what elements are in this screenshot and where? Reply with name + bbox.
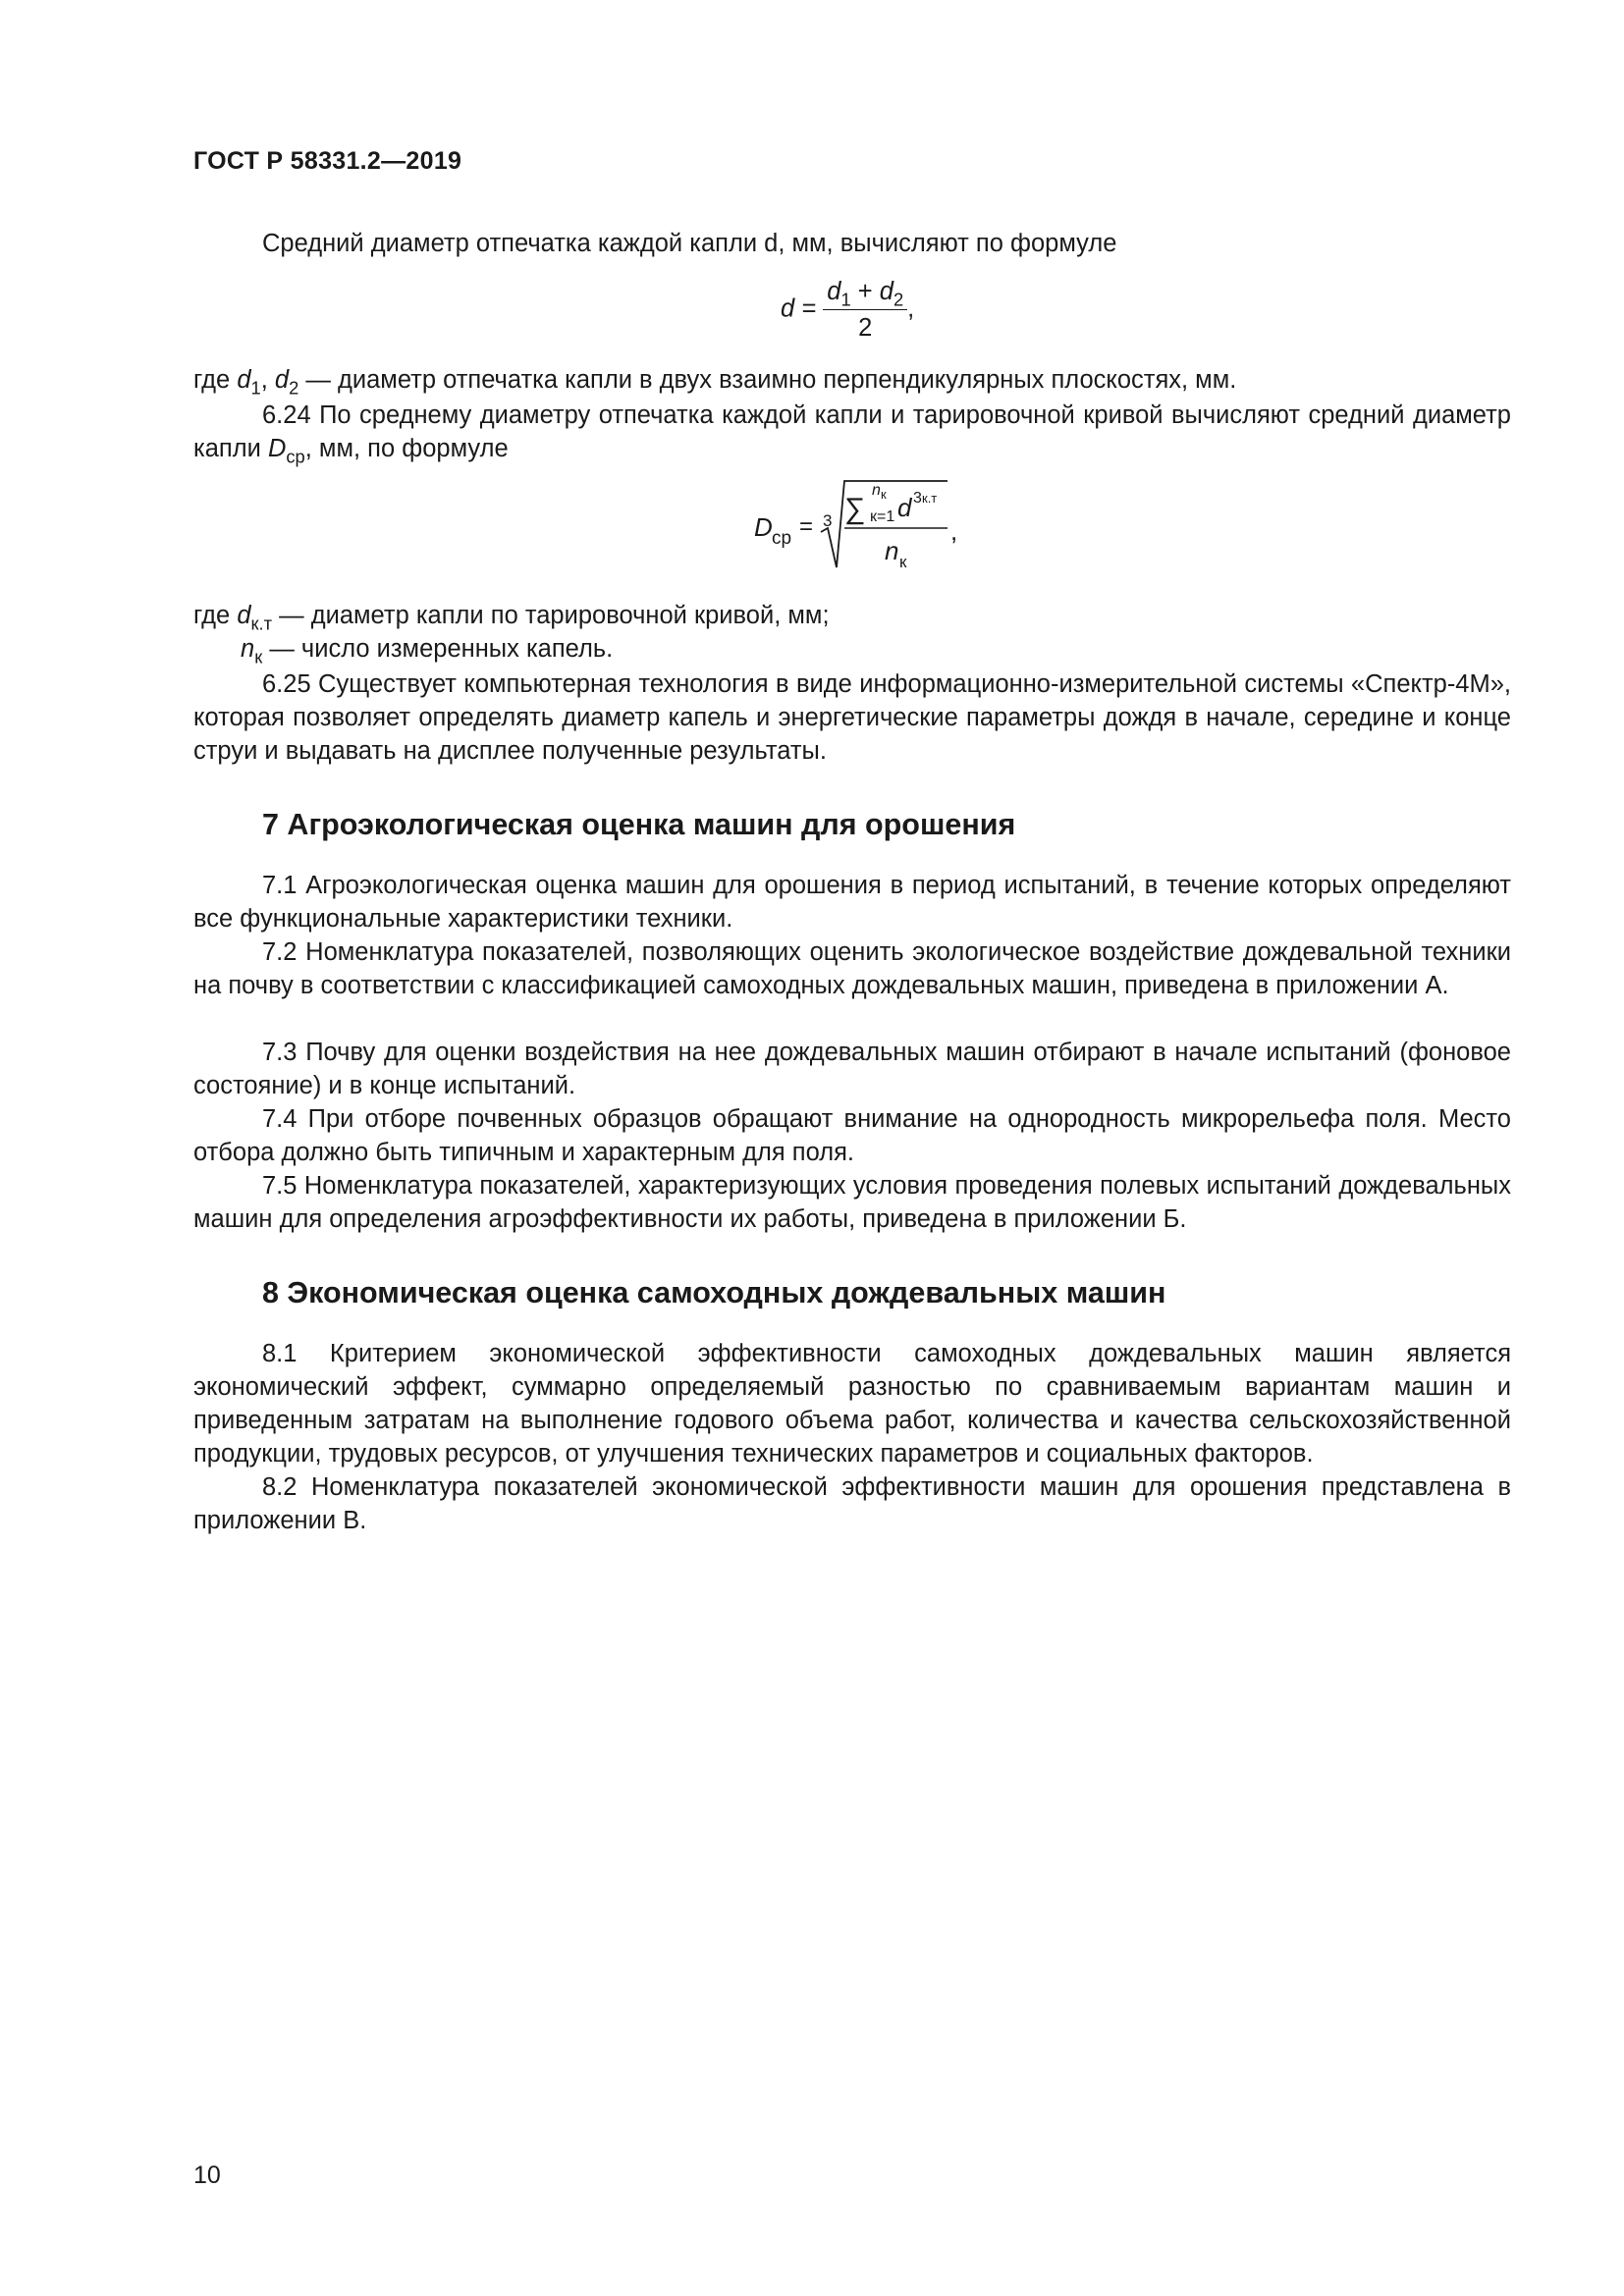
formula2-den-sub: к — [899, 553, 907, 571]
formula2-tail: , — [950, 516, 958, 546]
page-number: 10 — [193, 2162, 221, 2189]
formula-average-drop-diameter — [746, 469, 1001, 577]
formula2-term-sup: 3 — [913, 490, 922, 507]
paragraph-7-3: 7.3 Почву для оценки воздействия на нее дождевальных машин отбирают в начале испытаний (фоновое состояние) и в конце испытаний. — [193, 1039, 1511, 1099]
paragraph-7-1: 7.1 Агроэкологическая оценка машин для орошения в период испытаний, в течение которых определяют все функциональные характеристики техники. — [193, 872, 1511, 933]
paragraph-8-1: 8.1 Критерием экономической эффективности самоходных дождевальных машин является экономический эффект, суммарно определяемый разностью по сравниваемым вариантам машин и приведенным затратам на выполнение годового объема работ, количества и качества сельскохозяйственной продукции, трудовых ресурсов, от улучшения технических параметров и социальных факторов. — [193, 1340, 1511, 1468]
formula2-sum-lower: к=1 — [870, 508, 895, 525]
where-block-2: где $d_{к.т}$ — диаметр капли по тарировочной кривой, мм; $n_к$ — число измеренных капель. — [193, 602, 830, 667]
formula1-numerator: $d_1 + d_2$ — [823, 278, 907, 310]
formula2-root-index: 3 — [823, 511, 833, 530]
formula1-lhs: d = — [781, 294, 817, 323]
paragraph-8-2: 8.2 Номенклатура показателей экономической эффективности машин для орошения представлена в приложении В. — [193, 1473, 1511, 1534]
formula2-term: d — [897, 493, 912, 522]
formula1-denominator: 2 — [858, 314, 873, 342]
paragraph-6-25: 6.25 Существует компьютерная технология в виде информационно-измерительной системы «Спектр-4М», которая позволяет определять диаметр капель и энергетические параметры дождя в начале, середине и конце струи и выдавать на дисплее полученные результаты. — [193, 670, 1511, 765]
paragraph-7-5: 7.5 Номенклатура показателей, характеризующих условия проведения полевых испытаний дождевальных машин для определения агроэффективности их работы, приведена в приложении Б. — [193, 1172, 1511, 1233]
formula2-lhs-sub: ср — [772, 528, 792, 549]
paragraph-7-4: 7.4 При отборе почвенных образцов обращают внимание на однородность микрорельефа поля. Место отбора должно быть типичным и характерным для поля. — [193, 1105, 1511, 1166]
paragraph-6-24: 6.24 По среднему диаметру отпечатка каждой капли и тарировочной кривой вычисляют средний диаметр капли $D_{ср}$, мм, по формуле — [193, 401, 1511, 467]
paragraph-d-intro: Средний диаметр отпечатка каждой капли d, мм, вычисляют по формуле — [262, 230, 1117, 257]
section-7-title: 7 Агроэкологическая оценка машин для орошения — [262, 808, 1016, 841]
formula-mean-diameter: d = $\frac{d_1 + d_2}{2}$ , — [781, 278, 915, 342]
section-8-title: 8 Экономическая оценка самоходных дождевальных машин — [262, 1276, 1166, 1309]
formula2-sum-upper: n — [872, 482, 881, 499]
document-code-header: ГОСТ Р 58331.2—2019 — [193, 147, 462, 175]
where-block-1: где $d_1$, $d_2$ — диаметр отпечатка капли в двух взаимно перпендикулярных плоскостях, мм. — [193, 366, 1237, 399]
formula2-equals: = — [799, 513, 814, 540]
formula1-fraction — [823, 278, 907, 343]
formula2-den: n — [885, 536, 899, 565]
paragraph-7-2: 7.2 Номенклатура показателей, позволяющих оценить экологическое воздействие дождевальной техники на почву в соответствии с классификацией самоходных дождевальных машин, приведена в приложении А. — [193, 938, 1511, 999]
sum-sign-icon: ∑ — [844, 493, 866, 525]
formula2-term-sub: к.т — [922, 491, 938, 506]
formula2-lhs: D — [754, 512, 773, 542]
formula2-sum-upper-sub: к — [881, 487, 887, 502]
